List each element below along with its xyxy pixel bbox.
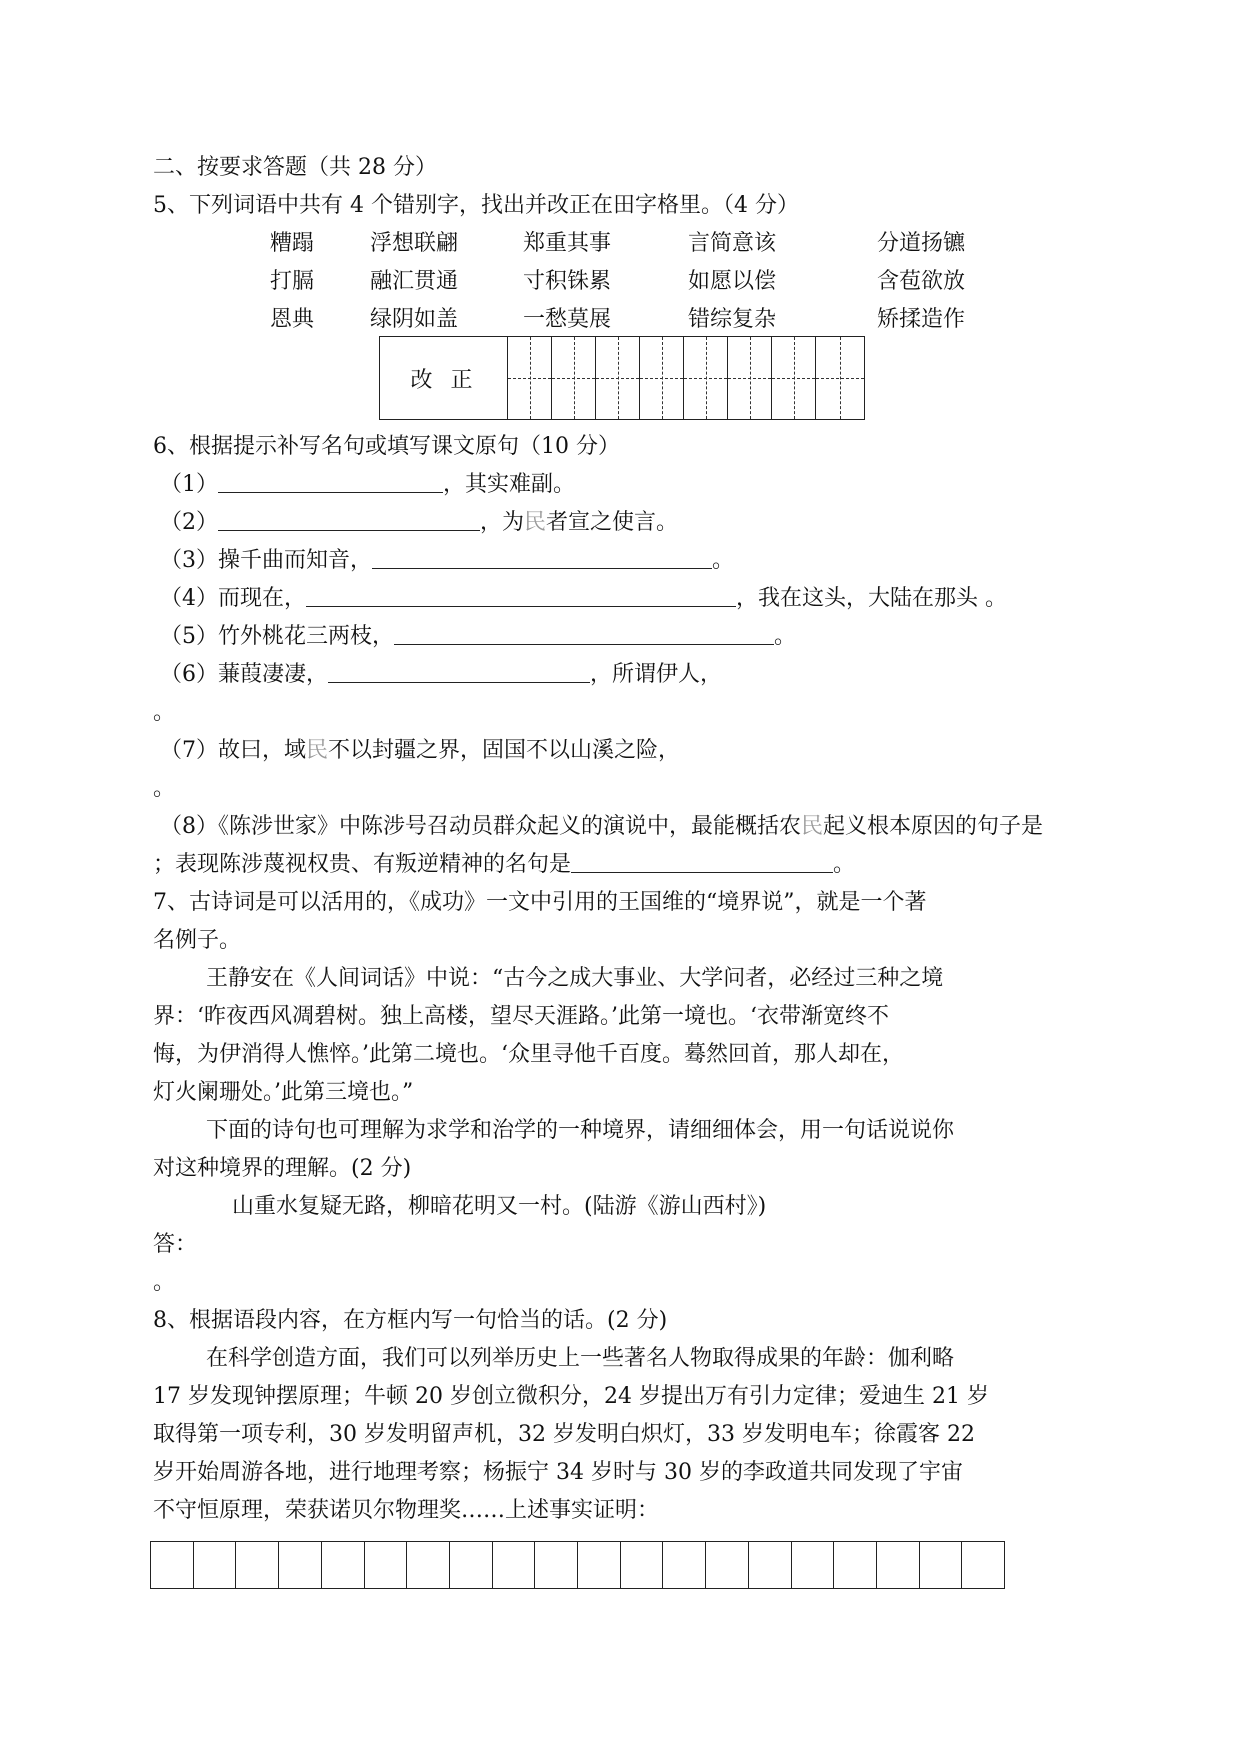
item-text: 。 (712, 548, 735, 573)
fill-blank[interactable] (394, 622, 774, 645)
item-text: ，其实难副。 (443, 472, 576, 497)
answer-box-cell[interactable] (236, 1542, 279, 1588)
q7-quote-line: 界：‘昨夜西风凋碧树。独上高楼，望尽天涯路。’此第一境也。‘衣带渐宽终不 (153, 1004, 889, 1029)
q5-word: 糟蹋 (270, 231, 315, 256)
tianzige-cell[interactable] (772, 337, 816, 419)
tianzige-cell[interactable] (728, 337, 772, 419)
q5-word: 分道扬镳 (877, 231, 966, 256)
section-title: 二、按要求答题（共 28 分） (153, 155, 437, 180)
fill-blank[interactable] (571, 850, 833, 873)
item-text: ，所谓伊人， (590, 662, 723, 687)
tianzige-cell[interactable] (596, 337, 640, 419)
q6-item-7-end: 。 (153, 776, 176, 801)
q6-item-2 (160, 508, 678, 538)
fill-blank[interactable] (218, 508, 480, 531)
q6-item-3 (160, 546, 734, 576)
answer-box-cell[interactable] (365, 1542, 408, 1588)
q5-word: 一愁莫展 (523, 307, 612, 332)
answer-box-cell[interactable] (322, 1542, 365, 1588)
q5-word: 恩典 (270, 307, 315, 332)
q7-task-line: 下面的诗句也可理解为求学和治学的一种境界，请细细体会，用一句话说说你 (206, 1118, 955, 1143)
q5-word: 打膈 (270, 269, 315, 294)
item-number: （1） (160, 472, 218, 497)
item-number: （2） (160, 510, 218, 535)
answer-box-cell[interactable] (535, 1542, 578, 1588)
q8-para-line: 岁开始周游各地，进行地理考察；杨振宁 34 岁时与 30 岁的李政道共同发现了宇宙 (153, 1460, 963, 1485)
item-text: 竹外桃花三两枝， (218, 624, 395, 649)
q8-para-line: 取得第一项专利，30 岁发明留声机，32 岁发明白炽灯，33 岁发明电车；徐霞客 22 (153, 1422, 975, 1447)
q7-poem: 山重水复疑无路，柳暗花明又一村。(陆游《游山西村》) (232, 1194, 767, 1219)
q5-word: 郑重其事 (523, 231, 612, 256)
correction-table (379, 336, 865, 420)
answer-box-cell[interactable] (450, 1542, 493, 1588)
q6-item-7 (160, 736, 680, 766)
item-number: （8） (160, 814, 218, 839)
q7-quote-line: 王静安在《人间词话》中说：“古今之成大事业、大学问者，必经过三种之境 (206, 966, 944, 991)
fill-blank[interactable] (328, 660, 590, 683)
tianzige-cell[interactable] (640, 337, 684, 419)
fill-blank[interactable] (372, 546, 712, 569)
q6-item-8 (160, 812, 1043, 842)
q5-word: 错综复杂 (688, 307, 777, 332)
answer-box-cell[interactable] (621, 1542, 664, 1588)
q7-answer-end: 。 (153, 1270, 176, 1295)
item-text: 者宣之使言。 (546, 510, 679, 535)
q5-word: 浮想联翩 (370, 231, 459, 256)
item-number: （5） (160, 624, 218, 649)
q5-word: 寸积铢累 (523, 269, 612, 294)
tianzige-cell[interactable] (684, 337, 728, 419)
q5-word: 言简意该 (688, 231, 777, 256)
q7-prompt: 7、古诗词是可以活用的，《成功》一文中引用的王国维的“境界说”，就是一个著 (153, 890, 927, 915)
tianzige-cell[interactable] (552, 337, 596, 419)
q8-para-line: 不守恒原理，荣获诺贝尔物理奖……上述事实证明： (153, 1498, 660, 1523)
q5-prompt: 5、下列词语中共有 4 个错别字，找出并改正在田字格里。（4 分） (153, 193, 799, 218)
q6-prompt: 6、根据提示补写名句或填写课文原句（10 分） (153, 434, 620, 459)
item-text: 起义根本原因的句子是 (823, 814, 1044, 839)
q8-para-line: 17 岁发现钟摆原理；牛顿 20 岁创立微积分，24 岁提出万有引力定律；爱迪生 21 岁 (153, 1384, 989, 1409)
answer-box-cell[interactable] (407, 1542, 450, 1588)
q6-item-8-line2 (153, 850, 855, 880)
fill-blank[interactable] (306, 584, 736, 607)
item-number: （6） (160, 662, 218, 687)
item-text: ，我在这头，大陆在那头 。 (736, 586, 1008, 611)
item-number: （7） (160, 738, 218, 763)
answer-box-cell[interactable] (151, 1542, 194, 1588)
answer-box-grid (150, 1541, 1005, 1589)
answer-box-cell[interactable] (920, 1542, 963, 1588)
faded-char: 民 (801, 814, 824, 839)
q7-quote-line: 悔，为伊消得人憔悴。’此第二境也。‘众里寻他千百度。蓦然回首，那人却在， (153, 1042, 904, 1067)
tianzige-cell[interactable] (816, 337, 864, 419)
item-text: 故曰，域 (218, 738, 307, 763)
answer-box-cell[interactable] (706, 1542, 749, 1588)
fill-blank[interactable] (218, 470, 443, 493)
item-number: （4） (160, 586, 218, 611)
answer-box-cell[interactable] (493, 1542, 536, 1588)
answer-box-cell[interactable] (792, 1542, 835, 1588)
q6-item-5 (160, 622, 796, 652)
item-text: 《陈涉世家》中陈涉号召动员群众起义的演说中，最能概括农 (218, 814, 802, 839)
q8-para-line: 在科学创造方面，我们可以列举历史上一些著名人物取得成果的年龄：伽利略 (206, 1346, 955, 1371)
item-text: ；表现陈涉蔑视权贵、有叛逆精神的名句是 (153, 852, 572, 877)
item-text: 操千曲而知音， (218, 548, 373, 573)
correction-label: 改正 (380, 337, 508, 419)
item-text: 。 (833, 852, 856, 877)
answer-box-cell[interactable] (279, 1542, 322, 1588)
q6-item-1 (160, 470, 575, 500)
q8-prompt: 8、根据语段内容，在方框内写一句恰当的话。(2 分) (153, 1308, 668, 1333)
item-number: （3） (160, 548, 218, 573)
tianzige-cell[interactable] (508, 337, 552, 419)
answer-box-cell[interactable] (749, 1542, 792, 1588)
answer-box-cell[interactable] (194, 1542, 237, 1588)
q7-answer-label: 答： (153, 1232, 198, 1257)
q7-prompt-cont: 名例子。 (153, 928, 242, 953)
q6-item-6 (160, 660, 722, 690)
q5-word: 如愿以偿 (688, 269, 777, 294)
answer-box-cell[interactable] (877, 1542, 920, 1588)
q5-word: 含苞欲放 (877, 269, 966, 294)
answer-box-cell[interactable] (663, 1542, 706, 1588)
answer-box-cell[interactable] (834, 1542, 877, 1588)
q6-item-6-end: 。 (153, 700, 176, 725)
item-text: 。 (774, 624, 797, 649)
q5-word: 绿阴如盖 (370, 307, 459, 332)
item-text: 蒹葭凄凄， (218, 662, 329, 687)
q7-quote-line: 灯火阑珊处。’此第三境也。” (153, 1080, 414, 1105)
item-text: 不以封疆之界，固国不以山溪之险， (328, 738, 681, 763)
faded-char: 民 (306, 738, 329, 763)
q5-word: 融汇贯通 (370, 269, 459, 294)
item-text: 而现在， (218, 586, 307, 611)
q5-word: 矫揉造作 (877, 307, 966, 332)
answer-box-cell[interactable] (962, 1542, 1004, 1588)
answer-box-cell[interactable] (578, 1542, 621, 1588)
faded-char: 民 (524, 510, 547, 535)
q6-item-4 (160, 584, 1007, 614)
item-text: ，为 (480, 510, 525, 535)
q7-task-line: 对这种境界的理解。(2 分) (153, 1156, 412, 1181)
